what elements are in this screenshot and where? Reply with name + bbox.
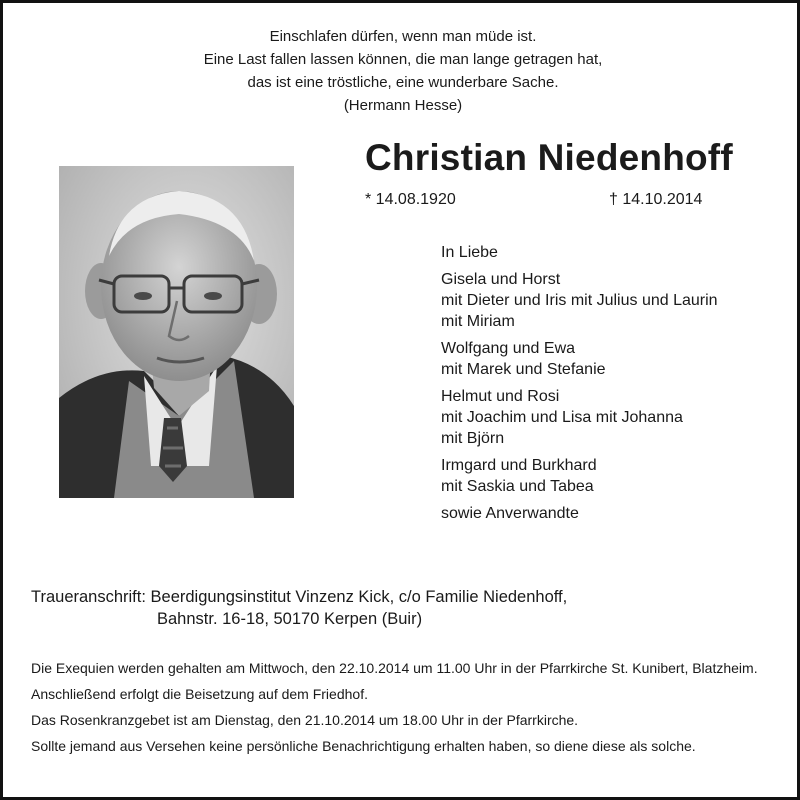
portrait-image xyxy=(59,166,294,498)
family-group xyxy=(441,386,781,449)
mourners-list xyxy=(441,242,781,524)
family-line: Gisela und Horst xyxy=(441,271,561,288)
family-group xyxy=(441,269,781,332)
quote-author: (Hermann Hesse) xyxy=(343,97,463,114)
notice-paragraph: Die Exequien werden gehalten am Mittwoch, den 22.10.2014 um 11.00 Uhr in der Pfarrkirche St. Kunibert, Blatzheim. xyxy=(31,660,758,676)
quote-line: Eine Last fallen lassen können, die man lange getragen hat, xyxy=(203,51,603,68)
family-line: mit Saskia und Tabea xyxy=(441,478,594,495)
notice-paragraph: Das Rosenkranzgebet ist am Dienstag, den 21.10.2014 um 18.00 Uhr in der Pfarrkirche. xyxy=(31,712,579,728)
family-line: mit Joachim und Lisa mit Johanna xyxy=(441,409,683,426)
family-intro: In Liebe xyxy=(441,244,498,261)
death-date: † 14.10.2014 xyxy=(609,191,703,208)
funeral-notices xyxy=(31,659,781,763)
family-line: mit Miriam xyxy=(441,313,515,330)
family-line: mit Dieter und Iris mit Julius und Laurin xyxy=(441,292,718,309)
family-line: Wolfgang und Ewa xyxy=(441,340,576,357)
portrait-photo xyxy=(59,166,294,498)
family-line: mit Marek und Stefanie xyxy=(441,361,606,378)
family-line: sowie Anverwandte xyxy=(441,505,579,522)
address-line: Traueranschrift: Beerdigungsinstitut Vinzenz Kick, c/o Familie Niedenhoff, xyxy=(31,588,568,606)
notice-paragraph: Anschließend erfolgt die Beisetzung auf dem Friedhof. xyxy=(31,686,368,702)
family-line: mit Björn xyxy=(441,430,505,447)
family-group xyxy=(441,455,781,497)
quote-line: Einschlafen dürfen, wenn man müde ist. xyxy=(269,28,537,45)
family-line: Helmut und Rosi xyxy=(441,388,560,405)
notice-paragraph: Sollte jemand aus Versehen keine persönliche Benachrichtigung erhalten haben, so diene diese als solche. xyxy=(31,738,696,754)
family-group xyxy=(441,338,781,380)
birth-date: * 14.08.1920 xyxy=(365,191,456,208)
family-group xyxy=(441,503,781,524)
mourning-address xyxy=(31,586,567,630)
address-line: Bahnstr. 16-18, 50170 Kerpen (Buir) xyxy=(157,610,423,628)
family-line: Irmgard und Burkhard xyxy=(441,457,597,474)
hesse-quote xyxy=(3,25,800,117)
quote-line: das ist eine tröstliche, eine wunderbare Sache. xyxy=(247,74,559,91)
deceased-name: Christian Niedenhoff xyxy=(365,137,733,178)
